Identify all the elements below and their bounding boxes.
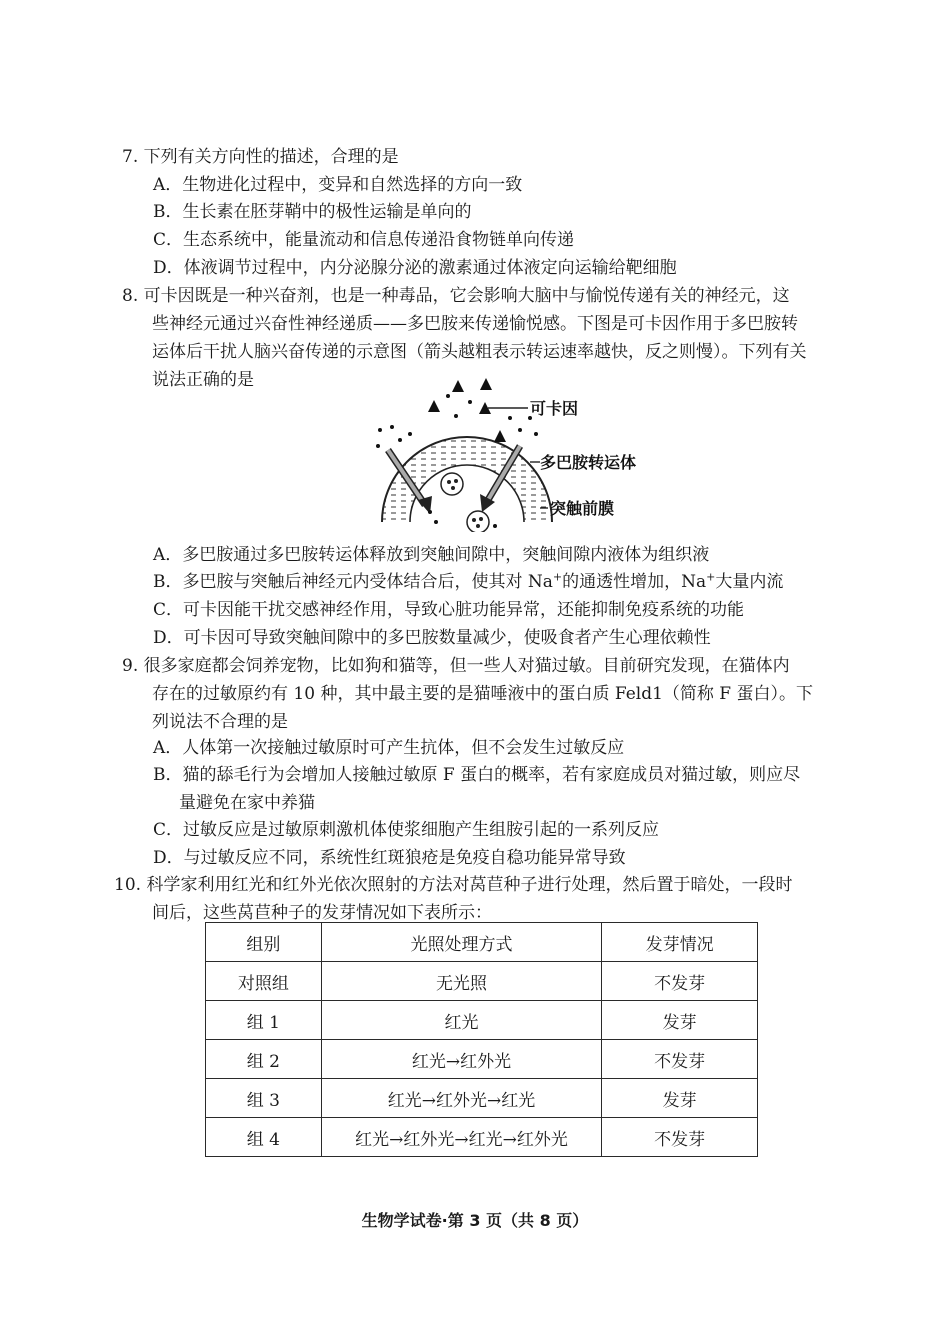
cocaine-molecule [428,400,440,412]
question-10-stem [114,871,834,927]
q9-option-c: C．过敏反应是过敏原刺激机体使浆细胞产生组胺引起的一系列反应 [153,820,660,840]
table-row: 组 3 红光→红外光→红光 发芽 [206,1079,758,1118]
q7-stem-text: 7. 下列有关方向性的描述，合理的是 [122,147,399,167]
q7-option-d: D．体液调节过程中，内分泌腺分泌的激素通过体液定向运输给靶细胞 [153,258,677,278]
cocaine-molecule [452,380,464,392]
header-germination: 发芽情况 [602,923,758,962]
q10-stem-line-1: 10. 科学家利用红光和红外光依次照射的方法对莴苣种子进行处理，然后置于暗处，一段时 [114,875,793,895]
q9-stem-line-3: 列说法不合理的是 [152,712,288,732]
vesicle [467,511,489,532]
q8-option-a: A．多巴胺通过多巴胺转运体释放到突触间隙中，突触间隙内液体为组织液 [153,545,710,565]
q9-stem-line-2: 存在的过敏原约有 10 种，其中最主要的是猫唾液中的蛋白质 Feld1（简称 F 蛋白）。下 [152,684,814,704]
synapse-diagram-svg [370,372,640,532]
q7-option-a: A．生物进化过程中，变异和自然选择的方向一致 [153,175,523,195]
label-dopamine-transporter: 多巴胺转运体 [540,453,637,472]
table-row: 对照组 无光照 不发芽 [206,962,758,1001]
synapse-diagram [370,372,640,532]
q9-option-a: A．人体第一次接触过敏原时可产生抗体，但不会发生过敏反应 [153,738,625,758]
table-header-row [206,923,758,962]
cocaine-molecule [494,430,506,442]
q10-stem-line-2: 间后，这些莴苣种子的发芽情况如下表所示： [152,903,492,923]
q7-option-c: C．生态系统中，能量流动和信息传递沿食物链单向传递 [153,230,575,250]
vesicle [441,473,463,495]
q9-option-d: D．与过敏反应不同，系统性红斑狼疮是免疫自稳功能异常导致 [153,848,626,868]
q8-stem-line-3: 运体后干扰人脑兴奋传递的示意图（箭头越粗表示转运速率越快，反之则慢）。下列有关 [152,342,807,362]
question-9-stem [122,652,842,736]
cocaine-molecule [480,378,492,390]
label-cocaine: 可卡因 [530,399,579,418]
q8-stem-line-2: 些神经元通过兴奋性神经递质——多巴胺来传递愉悦感。下图是可卡因作用于多巴胺转 [152,314,798,334]
q9-option-b: B．猫的舔毛行为会增加人接触过敏原 F 蛋白的概率，若有家庭成员对猫过敏，则应尽 量避免在家中养猫 [153,765,801,813]
question-7-stem [122,143,842,171]
table-row: 组 1 红光 发芽 [206,1001,758,1040]
q7-option-b: B．生长素在胚芽鞘中的极性运输是单向的 [153,202,472,222]
table-row: 组 4 红光→红外光→红光→红外光 不发芽 [206,1118,758,1157]
q8-stem-line-4: 说法正确的是 [152,370,254,390]
q8-stem-line-1: 8. 可卡因既是一种兴奋剂，也是一种毒品，它会影响大脑中与愉悦传递有关的神经元，这 [122,286,790,306]
q9-stem-line-1: 9. 很多家庭都会饲养宠物，比如狗和猫等，但一些人对猫过敏。目前研究发现，在猫体内 [122,656,790,676]
q8-option-b: B．多巴胺与突触后神经元内受体结合后，使其对 Na+的通透性增加，Na+大量内流 [153,570,784,592]
header-group: 组别 [206,923,322,962]
label-presynaptic-membrane: 突触前膜 [550,499,615,518]
table-row: 组 2 红光→红外光 不发芽 [206,1040,758,1079]
q8-option-c: C．可卡因能干扰交感神经作用，导致心脏功能异常，还能抑制免疫系统的功能 [153,600,745,620]
page-footer: 生物学试卷·第 3 页（共 8 页） [361,1211,589,1230]
header-treatment: 光照处理方式 [321,923,601,962]
light-treatment-table [205,922,758,1157]
q8-option-d: D．可卡因可导致突触间隙中的多巴胺数量减少，使吸食者产生心理依赖性 [153,628,711,648]
